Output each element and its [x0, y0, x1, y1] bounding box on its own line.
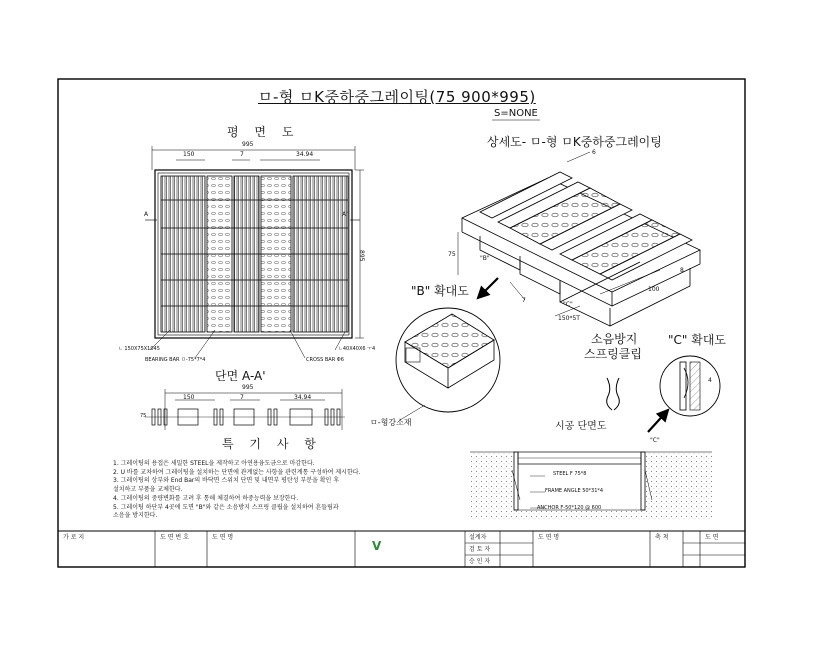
iso-callout-b: "B": [480, 255, 490, 262]
detail-b-heading: "B" 확대도: [411, 284, 469, 298]
detail-c-mark: "C": [650, 437, 660, 444]
note-item: 1. 그레이팅의 용접은 세밀한 STEEL을 제작하고 아연용융도금으로 마감한다.: [113, 460, 315, 467]
company-logo: V: [372, 539, 382, 553]
title-block-cell: 검 토 자: [469, 546, 491, 553]
plan-dim-left: 150: [183, 151, 195, 158]
isometric-view: [458, 149, 700, 326]
callout-bearing-bar: BEARING BAR ㅁ-75*7*4: [145, 357, 206, 363]
iso-dim-top: 6: [592, 149, 596, 156]
notes-heading: 특 기 사 항: [222, 437, 322, 451]
section-dim-left: 150: [183, 394, 195, 401]
detail-b-part-label: ㅁ-형강소재: [370, 418, 412, 427]
section-dim-right: 34.94: [294, 394, 312, 401]
drawing-title: ㅁ-형 ㅁK중하중그레이팅(75 900*995): [258, 88, 536, 106]
note-item: 5. 그레이팅 하단부 4곳에 도면 "B"와 같은 소음방지 스프링 클립을 설치하여 흔들림과: [113, 503, 339, 511]
iso-view-heading: 상세도- ㅁ-형 ㅁK중하중그레이팅: [487, 135, 662, 149]
callout-bolt: ㄴ40X40X6 ㅜ4: [338, 346, 376, 352]
section-mark-right: A': [342, 211, 348, 218]
plan-view-heading: 평 면 도: [227, 125, 300, 139]
title-block-cell: 설계자: [469, 534, 487, 541]
note-item: 4. 그레이팅의 중량변화를 고려 후 통해 체결하여 하중능력을 보장한다.: [113, 494, 299, 502]
iso-dim-side: 75: [448, 251, 456, 258]
title-block-cell: 도 면 명: [538, 534, 560, 541]
section-dim-mid: 7: [240, 394, 244, 401]
detail-b: [396, 308, 500, 420]
spring-clip-line2: 스프링클립: [584, 347, 642, 361]
iso-callout-c: "C": [563, 301, 573, 308]
plan-dim-right: 34.94: [296, 151, 314, 158]
callout-cross-bar: CROSS BAR Φ6: [306, 357, 344, 363]
title-block-cell: 축 척: [655, 534, 669, 541]
note-item: 2. U 바를 교차하여 그레이팅을 설치하는 단면에 관계없는 사항을 관련계통 구성하여 제시한다.: [113, 468, 361, 476]
plan-dim-mid: 7: [240, 151, 244, 158]
section-mark-left: A: [144, 211, 149, 218]
detail-c-dim: 4: [708, 377, 712, 384]
plan-view: [145, 146, 364, 358]
install-steel-label: STEEL F 75*8: [553, 471, 587, 477]
plan-dim-height: 895: [358, 250, 365, 262]
install-frame-angle-label: FRAME ANGLE 50*31*4: [545, 488, 604, 494]
callout-frame: ㄴ 150X75X1045: [118, 346, 160, 352]
note-item: 3. 그레이팅의 상부와 End Bar의 바닥면 스위치 단면 및 내면부 평탄성 부분을 확인 후: [113, 477, 340, 485]
note-item: 소음을 방지한다.: [113, 512, 158, 520]
detail-c-heading: "C" 확대도: [668, 333, 727, 347]
plan-dim-overall: 995: [242, 141, 254, 148]
iso-dim-100: 100: [648, 286, 660, 293]
iso-dim-7: 7: [522, 297, 526, 304]
spring-clip-line1: 소음방지: [591, 332, 638, 346]
section-heading: 단면 A-A': [215, 369, 266, 383]
detail-c: [660, 356, 720, 416]
section-dim-side: 75: [140, 413, 147, 419]
iso-dim-frame: 150*5T: [558, 315, 580, 322]
note-item: 설치하고 부품을 교체한다.: [113, 486, 183, 494]
install-section-heading: 시공 단면도: [555, 421, 607, 432]
spring-clip: [607, 378, 620, 410]
notes-list: [113, 460, 360, 521]
section-dim-overall: 995: [242, 384, 254, 391]
iso-dim-b: 8: [680, 267, 684, 274]
title-block-cell: 승 인 자: [469, 558, 491, 565]
install-anchor-label: ANCHOR F-50*120 @ 600: [537, 505, 602, 511]
title-block-cell: 도 면: [705, 534, 719, 541]
section-view: [145, 389, 345, 430]
scale-label: S=NONE: [494, 108, 538, 119]
title-block-cell: 가 로 지: [63, 534, 85, 541]
title-block-cell: 도 면 번 호: [160, 534, 189, 541]
title-block-cell: 도 면 명: [212, 534, 234, 541]
